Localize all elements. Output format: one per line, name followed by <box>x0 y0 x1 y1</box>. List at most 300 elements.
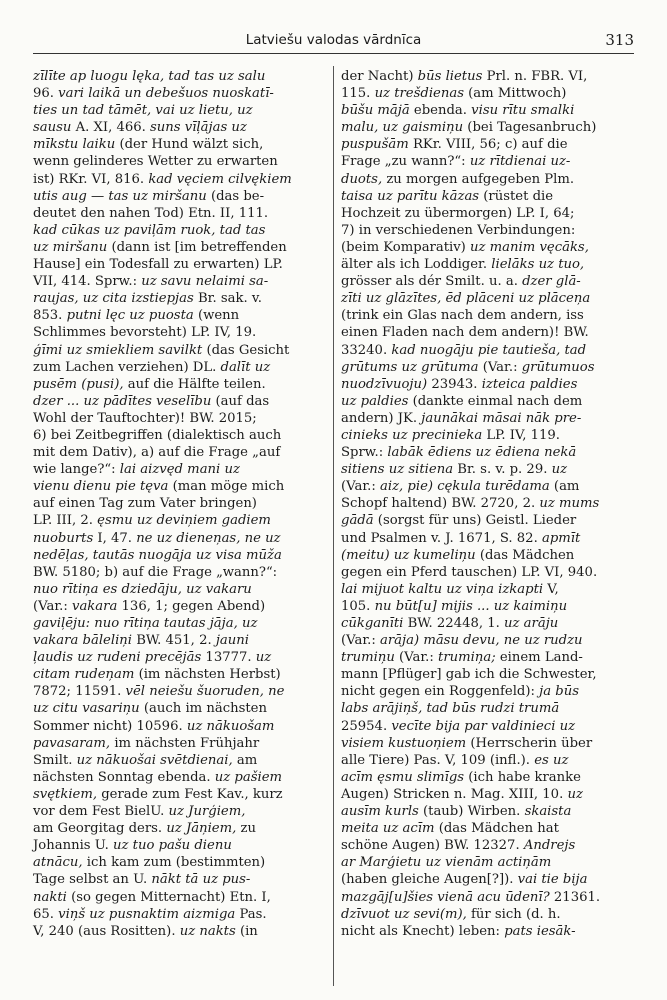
latvian-example: kad cūkas uz paviļām ruok, tad tas <box>33 222 266 238</box>
gloss-text: ich kam zum (bestimmten) <box>82 855 266 871</box>
latvian-example: uz <box>551 462 568 478</box>
gloss-text: VII, 414. Sprw.: <box>33 274 142 290</box>
text-line <box>33 273 323 290</box>
latvian-example: apmīt <box>541 530 581 546</box>
text-line <box>33 564 323 581</box>
gloss-text: (Var.: <box>341 633 380 649</box>
gloss-text: 7) in verschiedenen Verbindungen: <box>341 222 576 238</box>
text-line <box>33 752 323 769</box>
gloss-text: (ich habe kranke <box>464 769 581 785</box>
latvian-example: cinieks uz precinieka <box>341 427 483 443</box>
text-line <box>341 718 635 735</box>
gloss-text: im nächsten Frühjahr <box>110 735 260 751</box>
gloss-text: Johannis U. <box>33 838 114 854</box>
gloss-text: für sich (d. h. <box>466 906 561 922</box>
gloss-text: 13777. <box>201 650 256 666</box>
latvian-example: uz <box>567 786 583 802</box>
text-line <box>33 153 323 170</box>
latvian-example: utis aug — tas uz miršanu <box>33 188 207 204</box>
latvian-example: grūtumuos <box>521 359 595 375</box>
latvian-example: uz nākuošam <box>186 718 275 734</box>
latvian-example: atnācu, <box>33 855 83 871</box>
text-line <box>33 854 323 871</box>
gloss-text: V, 240 (aus Rositten). <box>33 923 180 939</box>
text-line <box>341 342 635 359</box>
latvian-example: jauni <box>215 633 249 649</box>
gloss-text: auf einen Tag zum Vater bringen) <box>33 496 257 512</box>
gloss-text: (am Mittwoch) <box>463 86 567 102</box>
text-line <box>33 222 323 239</box>
gloss-text: (sorgst für uns) Geistl. Lieder <box>373 513 577 529</box>
text-line <box>33 393 323 410</box>
gloss-text: und Psalmen v. J. 1671, S. 82. <box>341 530 542 546</box>
gloss-text: 23943. <box>427 376 482 392</box>
gloss-text: Hochzeit zu übermorgen) LP. I, 64; <box>341 205 575 221</box>
text-line <box>33 307 323 324</box>
column-divider <box>333 66 334 986</box>
text-line <box>33 461 323 478</box>
latvian-example: vari laikā un debešuos nuoskatī- <box>58 86 274 102</box>
latvian-example: uz Jāņiem, <box>166 821 237 837</box>
gloss-text: BW. 451, 2. <box>132 633 216 649</box>
text-line <box>341 427 635 444</box>
latvian-example: sausu <box>33 120 72 136</box>
text-line <box>33 119 323 136</box>
latvian-example: skaista <box>524 804 572 820</box>
gloss-text: 65. <box>33 906 59 922</box>
gloss-text: (Var.: <box>33 598 72 614</box>
gloss-text: (das Gesicht <box>202 342 290 358</box>
gloss-text: (so gegen Mitternacht) Etn. I, <box>66 889 271 905</box>
gloss-text: Sommer nicht) 10596. <box>33 718 187 734</box>
text-line <box>341 906 635 923</box>
gloss-text: 96. <box>33 86 59 102</box>
latvian-example: ties un tad tāmēt, vai uz lietu, uz <box>33 103 253 119</box>
latvian-example: uz pašiem <box>214 769 283 785</box>
text-line <box>33 102 323 119</box>
latvian-example: ar Marģietu uz vienām actiņām <box>341 855 552 871</box>
gloss-text: (taub) Wirben. <box>418 804 525 820</box>
latvian-example: nedēļas, tautās nuogāja uz visa mūža <box>33 547 282 563</box>
latvian-example: uz arāju <box>504 616 559 631</box>
gloss-text: wie lange?“: <box>33 462 120 478</box>
latvian-example: būs lietus <box>417 69 483 84</box>
text-line <box>33 495 323 512</box>
text-line <box>33 290 323 307</box>
latvian-example: uz paldies <box>341 393 409 409</box>
latvian-example: uz nakts <box>179 923 236 939</box>
latvian-example: vecīte bija par valdinieci uz <box>391 718 576 734</box>
text-line <box>341 649 635 666</box>
latvian-example: dzīvuot uz sevi(m), <box>341 906 467 922</box>
latvian-example: raujas, uz cita izstiepjas <box>33 291 194 307</box>
text-line <box>33 342 323 359</box>
latvian-example: es uz <box>534 752 569 768</box>
header-rule <box>33 53 634 54</box>
text-line <box>33 410 323 427</box>
text-line <box>33 632 323 649</box>
gloss-text: Pas. <box>235 906 267 922</box>
text-line <box>341 923 635 940</box>
text-line <box>33 871 323 888</box>
text-line <box>341 461 635 478</box>
text-line <box>341 444 635 461</box>
page-header <box>33 28 634 52</box>
latvian-example: zīlīte ap luogu lęka, tad tas uz salu <box>33 69 266 84</box>
gloss-text: (man möge mich <box>168 479 285 495</box>
gloss-text: (haben gleiche Augen[?]). <box>341 872 518 888</box>
latvian-example: vakara <box>72 598 118 614</box>
latvian-example: nakti <box>33 889 67 905</box>
latvian-example: mazgāj[u]šies vienā acu ūdenī? <box>341 889 550 905</box>
text-line <box>341 889 635 906</box>
latvian-example: būšu mājā <box>341 103 410 119</box>
latvian-example: gādā <box>341 513 374 529</box>
gloss-text: ebenda. <box>409 103 472 119</box>
gloss-text: (rüstet die <box>479 188 554 204</box>
latvian-example: uz Jurģiem, <box>168 804 246 820</box>
gloss-text: einen Fladen nach dem andern)! BW. <box>341 325 589 341</box>
gloss-text: alle Tiere) Pas. V, 109 (infl.). <box>341 752 535 768</box>
gloss-text: 105. <box>341 598 375 614</box>
text-line <box>33 769 323 786</box>
gloss-text: der Nacht) <box>341 69 418 84</box>
gloss-text: am Georgitag ders. <box>33 821 167 837</box>
text-line <box>33 444 323 461</box>
latvian-example: pavasaram, <box>33 735 111 751</box>
latvian-example: zīti uz glāzītes, ēd plāceni uz plāceņa <box>341 291 591 307</box>
gloss-text: schöne Augen) BW. 12327. <box>341 838 524 854</box>
text-line <box>33 427 323 444</box>
latvian-example: uz manim vęcāks, <box>470 239 589 255</box>
text-line <box>33 205 323 222</box>
gloss-text: (trink ein Glas nach dem andern, iss <box>341 308 584 324</box>
text-line <box>341 119 635 136</box>
gloss-text: Schlimmes bevorsteht) LP. IV, 19. <box>33 325 257 341</box>
running-title: Latviešu valodas vārdnīca <box>245 32 422 48</box>
gloss-text: BW. 5180; b) auf die Frage „wann?“: <box>33 564 278 580</box>
latvian-example: citam rudeņam <box>33 667 135 683</box>
text-line <box>341 495 635 512</box>
latvian-example: uz trešdienas <box>374 86 464 102</box>
latvian-example: acīm ęsmu slimīgs <box>341 769 465 785</box>
latvian-example: izteica paldies <box>481 376 578 392</box>
latvian-example: mīkstu laiku <box>33 137 116 153</box>
latvian-example: nuo rītiņa es dziedāju, uz vakaru <box>33 581 252 597</box>
gloss-text: älter als ich Loddiger. <box>341 257 492 273</box>
gloss-text: Augen) Stricken n. Mag. XIII, 10. <box>341 786 568 802</box>
latvian-example: ļaudis uz rudeni precējās <box>33 650 202 666</box>
text-line <box>341 290 635 307</box>
text-line <box>341 478 635 495</box>
text-line <box>33 512 323 529</box>
gloss-text: mit dem Dativ), a) auf die Frage „auf <box>33 445 281 461</box>
latvian-example: trumiņu <box>341 650 395 666</box>
gloss-text: nicht als Knecht) leben: <box>341 923 505 939</box>
gloss-text: mann [Pflüger] gab ich die Schwester, <box>341 667 597 683</box>
latvian-example: vakara bāleliņi <box>33 633 132 649</box>
gloss-text: (dankte einmal nach dem <box>408 393 583 409</box>
latvian-example: ģīmi uz smiekliem savilkt <box>33 342 203 358</box>
gloss-text: 853. <box>33 308 67 324</box>
text-line <box>33 136 323 153</box>
gloss-text: (bei Tagesanbruch) <box>463 120 597 136</box>
gloss-text: LP. III, 2. <box>33 513 98 529</box>
gloss-text: 25954. <box>341 718 392 734</box>
gloss-text: (Herrscherin über <box>466 735 593 751</box>
latvian-example: nākt tā uz pus- <box>151 872 251 888</box>
text-line <box>33 820 323 837</box>
latvian-example: dzer glā- <box>522 274 581 290</box>
latvian-example: lai mijuot kaltu uz viņa izkapti <box>341 581 544 597</box>
latvian-example: gaviļēju: nuo rītiņa tautas jāja, uz <box>33 616 258 631</box>
latvian-example: labāk ēdiens uz ēdiena nekā <box>387 445 577 461</box>
text-line <box>341 239 635 256</box>
latvian-example: vienu dienu pie tęva <box>33 479 169 495</box>
gloss-text: (der Hund wälzt sich, <box>115 137 264 153</box>
gloss-text: 115. <box>341 86 375 102</box>
gloss-text: (am <box>549 479 580 495</box>
gloss-text: ist) RKr. VI, 816. <box>33 171 149 187</box>
latvian-example: taisa uz parītu kāzas <box>341 188 480 204</box>
text-line <box>33 786 323 803</box>
latvian-example: putni lęc uz puosta <box>66 308 194 324</box>
text-line <box>341 820 635 837</box>
gloss-text: 7872; 11591. <box>33 684 126 700</box>
text-line <box>341 837 635 854</box>
latvian-example: nuodzīvuoju) <box>341 376 428 392</box>
latvian-example: jaunākai māsai nāk pre- <box>421 410 582 426</box>
gloss-text: (in <box>235 923 258 939</box>
gloss-text: (das Mädchen hat <box>434 821 559 837</box>
text-line <box>33 359 323 376</box>
gloss-text: (beim Komparativ) <box>341 239 471 255</box>
text-line <box>33 803 323 820</box>
gloss-text: BW. 22448, 1. <box>403 616 505 631</box>
gloss-text: Br. sak. v. <box>193 291 262 307</box>
text-line <box>341 598 635 615</box>
gloss-text: (Var.: <box>394 650 439 666</box>
gloss-text: nächsten Sonntag ebenda. <box>33 769 215 785</box>
latvian-example: viņš uz pusnaktim aizmiga <box>58 906 236 922</box>
gloss-text: andern) JK. <box>341 410 422 426</box>
text-line <box>341 205 635 222</box>
latvian-example: lai aizvęd mani uz <box>119 462 240 478</box>
text-line <box>33 530 323 547</box>
latvian-example: kad nuogāju pie tautieša, tad <box>391 342 587 358</box>
latvian-example: uz rītdienai uz- <box>469 154 571 170</box>
latvian-example: dzer ... uz pādītes veselību <box>33 393 212 409</box>
text-line <box>33 649 323 666</box>
text-line <box>341 256 635 273</box>
gloss-text: (wenn <box>193 308 240 324</box>
text-line <box>341 171 635 188</box>
text-line <box>33 256 323 273</box>
gloss-text: Br. s. v. p. 29. <box>453 462 552 478</box>
gloss-text: RKr. VIII, 56; c) auf die <box>408 137 568 153</box>
latvian-example: vēl neiešu šuoruden, ne <box>125 684 285 700</box>
gloss-text: (das be- <box>206 188 265 204</box>
gloss-text: am <box>232 752 258 768</box>
text-line <box>341 632 635 649</box>
gloss-text: Schopf haltend) BW. 2720, 2. <box>341 496 540 512</box>
gloss-text: Tage selbst an U. <box>33 872 152 888</box>
text-line <box>341 324 635 341</box>
gloss-text: Smilt. <box>33 752 77 768</box>
latvian-example: (meitu) uz kumeliņu <box>341 547 476 563</box>
latvian-example: uz <box>255 650 272 666</box>
text-line <box>33 239 323 256</box>
text-line <box>33 718 323 735</box>
gloss-text: 136, 1; gegen Abend) <box>117 598 266 614</box>
text-line <box>341 136 635 153</box>
text-line <box>33 581 323 598</box>
text-line <box>341 581 635 598</box>
gloss-text: I, 47. <box>93 530 137 546</box>
gloss-text: (auch im nächsten <box>139 701 267 717</box>
gloss-text: Wohl der Tauftochter)! BW. 2015; <box>33 410 257 426</box>
gloss-text: nicht gegen ein Roggenfeld): <box>341 684 540 700</box>
gloss-text: (das Mädchen <box>475 547 575 563</box>
latvian-example: aiz, pie) cękula turēdama <box>380 479 550 495</box>
latvian-example: puspušām <box>341 137 409 153</box>
latvian-example: kad vęciem cilvękiem <box>148 171 292 187</box>
latvian-example: uz citu vasariņu <box>33 701 140 717</box>
latvian-example: ne uz dieneņas, ne uz <box>136 530 281 546</box>
text-line <box>33 376 323 393</box>
text-line <box>341 359 635 376</box>
latvian-example: uz nākuošai svētdienai, <box>76 752 233 768</box>
latvian-example: svętkiem, <box>33 786 98 802</box>
gloss-text: Frage „zu wann?“: <box>341 154 470 170</box>
text-line <box>341 752 635 769</box>
text-line <box>33 923 323 940</box>
latvian-example: pats iesāk- <box>504 923 576 939</box>
latvian-example: sitiens uz sitiena <box>341 462 454 478</box>
text-line <box>341 68 635 85</box>
gloss-text: grösser als dér Smilt. u. a. <box>341 274 523 290</box>
text-line <box>341 803 635 820</box>
text-line <box>341 871 635 888</box>
text-line <box>341 769 635 786</box>
latvian-example: malu, uz gaismiņu <box>341 120 464 136</box>
text-line <box>341 700 635 717</box>
text-line <box>33 615 323 632</box>
text-line <box>341 564 635 581</box>
text-line <box>341 530 635 547</box>
gloss-text: 21361. <box>549 889 601 905</box>
text-line <box>341 854 635 871</box>
latvian-example: visu rītu smalki <box>471 103 575 119</box>
latvian-example: ęsmu uz deviņiem gadiem <box>97 513 271 529</box>
latvian-example: dalīt uz <box>220 359 271 375</box>
text-line <box>341 393 635 410</box>
gloss-text: (auf das <box>211 393 270 409</box>
gloss-text: gegen ein Pferd tauschen) LP. VI, 940. <box>341 564 598 580</box>
latvian-example: labs arājiņš, tad būs rudzi trumā <box>341 701 560 717</box>
latvian-example: nuoburts <box>33 530 94 546</box>
gloss-text: gerade zum Fest Kav., kurz <box>97 786 283 802</box>
page-number: 313 <box>605 31 634 49</box>
latvian-example: cūkganīti <box>341 616 404 631</box>
latvian-example: trumiņa; <box>438 650 496 666</box>
latvian-example: uz miršanu <box>33 239 108 255</box>
text-line <box>33 700 323 717</box>
left-column <box>33 68 323 940</box>
latvian-example: visiem kustuoņiem <box>341 735 467 751</box>
text-line <box>341 547 635 564</box>
gloss-text: vor dem Fest BielU. <box>33 804 169 820</box>
gloss-text: 6) bei Zeitbegriffen (dialektisch auch <box>33 427 282 443</box>
text-line <box>341 188 635 205</box>
text-line <box>33 889 323 906</box>
gloss-text: 33240. <box>341 342 392 358</box>
gloss-text: V, <box>543 581 559 597</box>
text-line <box>341 153 635 170</box>
gloss-text: deutet den nahen Tod) Etn. II, 111. <box>33 205 269 221</box>
text-line <box>341 102 635 119</box>
latvian-example: uz mums <box>539 496 600 512</box>
text-line <box>341 85 635 102</box>
latvian-example: grūtums uz grūtuma <box>341 359 479 375</box>
text-line <box>33 547 323 564</box>
gloss-text: (Var.: <box>478 359 522 375</box>
text-line <box>341 735 635 752</box>
latvian-example: meita uz acīm <box>341 821 435 837</box>
text-line <box>341 512 635 529</box>
gloss-text: zu <box>236 821 256 837</box>
text-line <box>33 683 323 700</box>
latvian-example: nu būt[u] mijis ... uz kaimiņu <box>374 598 568 614</box>
text-line <box>341 273 635 290</box>
latvian-example: Andrejs <box>523 838 576 854</box>
latvian-example: uz savu nelaimi sa- <box>141 274 269 290</box>
gloss-text: A. XI, 466. <box>71 120 151 136</box>
text-line <box>33 837 323 854</box>
text-line <box>33 188 323 205</box>
text-line <box>341 410 635 427</box>
gloss-text: Prl. n. FBR. VI, <box>482 69 588 84</box>
text-line <box>341 376 635 393</box>
right-column <box>341 68 635 940</box>
text-line <box>33 598 323 615</box>
text-line <box>33 68 323 85</box>
gloss-text: einem Land- <box>495 650 583 666</box>
text-line <box>33 478 323 495</box>
latvian-example: suns vīļājas uz <box>150 120 247 136</box>
text-line <box>341 307 635 324</box>
gloss-text: LP. IV, 119. <box>482 427 560 443</box>
text-line <box>33 666 323 683</box>
gloss-text: Sprw.: <box>341 445 388 461</box>
latvian-example: uz tuo pašu dienu <box>113 838 232 854</box>
text-line <box>33 906 323 923</box>
gloss-text: Hause] ein Todesfall zu erwarten) LP. <box>33 257 283 273</box>
latvian-example: ja būs <box>539 684 580 700</box>
text-line <box>33 324 323 341</box>
gloss-text: (dann ist [im betreffenden <box>107 239 287 255</box>
gloss-text: (Var.: <box>341 479 380 495</box>
gloss-text: zu morgen aufgegeben Plm. <box>382 171 575 187</box>
latvian-example: vai tie bija <box>517 872 588 888</box>
gloss-text: zum Lachen verziehen) DL. <box>33 359 221 375</box>
gloss-text: auf die Hälfte teilen. <box>123 376 266 392</box>
gloss-text: (im nächsten Herbst) <box>134 667 281 683</box>
latvian-example: duots, <box>341 171 383 187</box>
text-line <box>341 615 635 632</box>
text-line <box>341 786 635 803</box>
text-line <box>33 171 323 188</box>
